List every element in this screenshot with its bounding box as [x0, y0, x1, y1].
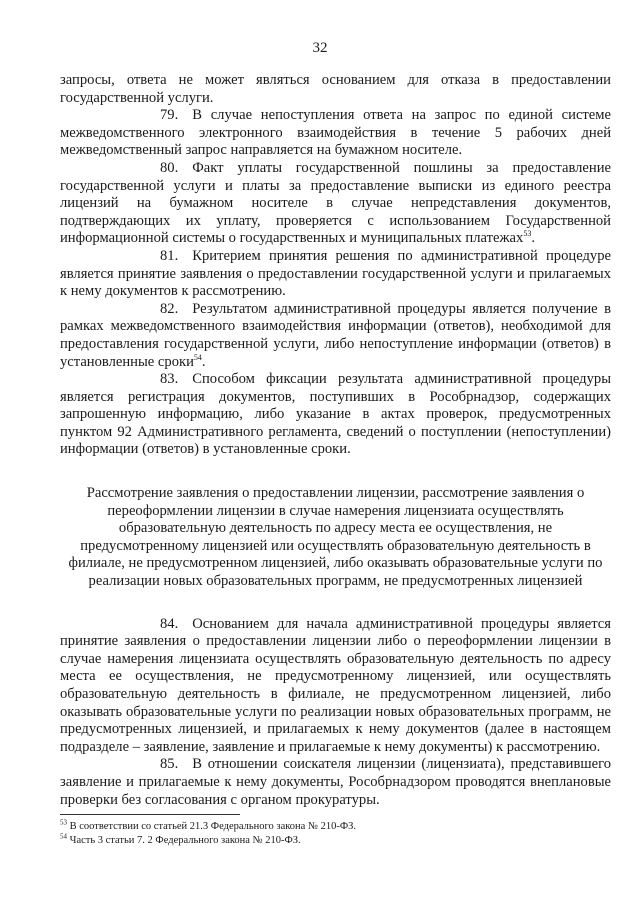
paragraph-continuation — [60, 72, 611, 107]
paragraph-80 — [60, 160, 611, 248]
paragraph-tail: . — [531, 230, 535, 247]
paragraph-81 — [60, 248, 611, 301]
footnote-mark: 54 — [60, 832, 67, 841]
footnote-mark: 53 — [60, 818, 67, 827]
footnote-ref-53[interactable]: 53 — [523, 229, 532, 239]
footnote-divider — [60, 814, 240, 815]
document-body — [60, 72, 611, 809]
paragraph-text: Основанием для начала административной процедуры является принятие заявления о предоставлении лицензии либо о переоформлении лицензии в случае намерения лицензиата осуществлять образовательную деятельность по адресу места ее осуществления, не предусмотренному лицензией, или осуществлять образовательную деятельность в филиале, не предусмотренном лицензией, либо оказывать образовательные услуги по реализации новых образовательных программ, не предусмотренных лицензией, и прилагаемых к нему документов (далее в настоящем подразделе – заявление, заявление и прилагаемые к нему документы) к рассмотрению. — [60, 615, 611, 755]
paragraph-number: 84. — [160, 615, 179, 632]
footnote-text: В соответствии со статьей 21.3 Федерального закона № 210-ФЗ. — [67, 821, 357, 832]
footnote-ref-54[interactable]: 54 — [193, 352, 202, 362]
section-heading: Рассмотрение заявления о предоставлении лицензии, рассмотрение заявления о переоформлении лицензии в случае намерения лицензиата осуществлять образовательную деятельность по адресу места ее осуществления, не предусмотренному лицензией или осуществлять образовательную деятельность в филиале, не предусмотренном лицензией, либо оказывать образовательные услуги по реализации новых образовательных программ, не предусмотренных лицензией — [68, 485, 603, 590]
footnote-54 — [60, 834, 611, 848]
paragraph-text: Способом фиксации результата административной процедуры является регистрация документов, поступивших в Рособрнадзор, содержащих запрошенную информацию, либо указание в актах проверок, предусмотренных пунктом 92 Административного регламента, сведений о поступлении (непоступлении) информации (ответов) в установленные сроки. — [60, 371, 611, 458]
paragraph-text: запросы, ответа не может являться основанием для отказа в предоставлении государственной услуги. — [60, 72, 611, 106]
paragraph-number: 83. — [160, 371, 179, 388]
paragraph-text: Факт уплаты государственной пошлины за предоставление государственной услуги и платы за предоставление выписки из единого реестра лицензий на бумажном носителе в случае непредставления документов, подтверждающих их уплату, проверяется с использованием Государственной информационной системы о государственных и муниципальных платежах — [60, 159, 611, 247]
paragraph-text: В случае непоступления ответа на запрос по единой системе межведомственного электронного взаимодействия в течение 5 рабочих дней межведомственный запрос направляется на бумажном носителе. — [60, 107, 611, 159]
paragraph-85 — [60, 756, 611, 809]
footnotes — [60, 814, 611, 848]
paragraph-84 — [60, 616, 611, 757]
footnote-text: Часть 3 статьи 7. 2 Федерального закона № 210-ФЗ. — [67, 835, 301, 846]
paragraph-number: 85. — [160, 756, 179, 773]
page-number: 32 — [312, 40, 328, 56]
paragraph-79 — [60, 107, 611, 160]
footnote-53 — [60, 820, 611, 834]
paragraph-83 — [60, 371, 611, 459]
paragraph-text: Критерием принятия решения по административной процедуре является принятие заявления о предоставлении государственной услуги и прилагаемых к нему документов к рассмотрению. — [60, 247, 611, 300]
paragraph-tail: . — [201, 353, 206, 370]
paragraph-number: 79. — [160, 107, 179, 124]
paragraph-text: В отношении соискателя лицензии (лицензиата), представившего заявление и прилагаемые к нему документы, Рособрнадзором проводятся внеплановые проверки без согласования с органом прокуратуры. — [60, 756, 611, 808]
paragraph-number: 80. — [160, 159, 179, 176]
paragraph-number: 81. — [160, 247, 179, 264]
paragraph-text: Результатом административной процедуры является получение в рамках межведомственного взаимодействия информации (ответов), необходимой для предоставления государственной услуги, либо непоступление информации (ответов) в установленные сроки — [60, 300, 611, 370]
paragraph-number: 82. — [160, 300, 179, 317]
paragraph-82 — [60, 301, 611, 371]
